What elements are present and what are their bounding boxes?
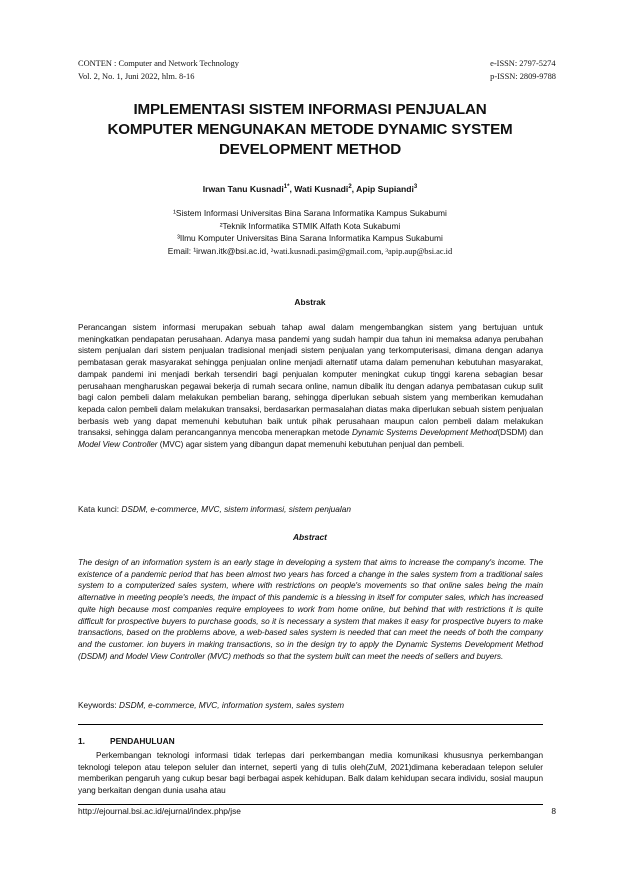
eissn: e-ISSN: 2797-5274 bbox=[490, 59, 556, 68]
footer-divider bbox=[78, 804, 543, 805]
section-divider bbox=[78, 724, 543, 725]
keywords-text: DSDM, e-commerce, MVC, information system, sales system bbox=[119, 700, 345, 710]
author-name: , Wati Kusnadi bbox=[289, 184, 349, 194]
footer-url[interactable]: http://ejournal.bsi.ac.id/ejurnal/index.php/jse bbox=[78, 806, 241, 816]
author-list bbox=[0, 184, 620, 194]
abstrak-text: (DSDM) dan bbox=[497, 428, 543, 438]
abstract-heading: Abstract bbox=[293, 532, 327, 542]
affiliations bbox=[0, 207, 620, 258]
author-mark: 3 bbox=[413, 184, 418, 191]
keywords bbox=[78, 700, 548, 710]
email-label: Email: bbox=[167, 245, 194, 256]
email-link[interactable]: ³apip.aup@bsi.ac.id bbox=[385, 246, 453, 256]
abstrak-text: (MVC) agar sistem yang dibangun dapat memenuhi kebutuhan penjual dan pembeli. bbox=[157, 440, 465, 450]
kata-kunci-label: Kata kunci: bbox=[78, 504, 122, 514]
abstrak-heading: Abstrak bbox=[294, 297, 326, 307]
journal-name: CONTEN : Computer and Network Technology bbox=[78, 59, 239, 68]
section-number: 1. bbox=[78, 736, 85, 746]
title-line: KOMPUTER MENGUNAKAN METODE DYNAMIC SYSTEM bbox=[107, 121, 513, 138]
abstrak-text-italic: Model View Controller bbox=[78, 440, 158, 450]
author-name: , Apip Supiandi bbox=[351, 184, 414, 194]
journal-volume: Vol. 2, No. 1, Juni 2022, hlm. 8-16 bbox=[78, 72, 195, 81]
section-heading bbox=[78, 736, 175, 746]
abstrak-text: Perancangan sistem informasi merupakan sebuah tahap awal dalam mengembangkan sistem yang bertujuan untuk meningkatkan pendapatan perusahaan. Adanya masa pandemi yang sudah hampir dua tahun ini memaksa adanya perubahan sistem penjualan dari sistem penjualan tradisional menjadi sistem penjualan yang terkomputerisasi, dimana dengan adanya pembatasan gerak masyarakat sehingga penjualan online menjadi alternatif utama dalam pemenuhan kebutuhan masyarakat, dampak pandemi ini menjadi berkah tersendiri bagi penjualan komputer meningkat cukup tinggi karena sebagian besar perusahaan mengharuskan pegawai bekerja di rumah secara online, namun dibalik itu dengan adanya pembatasan cukup sulit bagi calon pembeli dalam melakukan pembelian barang, sehingga diperlukan sebuah sistem yang memberikan kemudahan kepada calon pembeli dalam melakukan transaksi, berdasarkan permasalahan diatas maka diperlukan sebuah sistem penjualan berbasis web yang dapat memenuhi kebutuhan baik untuk pihak perusahaan maupun calon pembeli dalam melakukan transaksi, sehingga dalam perancangannya mencoba menerapkan metode bbox=[78, 323, 543, 438]
affiliation: ¹Sistem Informasi Universitas Bina Sarana Informatika Kampus Sukabumi bbox=[173, 208, 447, 218]
pissn: p-ISSN: 2809-9788 bbox=[490, 72, 556, 81]
email-link[interactable]: ¹irwan.itk@bsi.ac.id, bbox=[193, 245, 271, 256]
abstrak-body bbox=[78, 322, 543, 451]
paper-title bbox=[60, 100, 560, 160]
title-line: DEVELOPMENT METHOD bbox=[218, 141, 402, 158]
email-link[interactable]: ²wati.kusnadi.pasim@gmail.com, bbox=[270, 246, 386, 256]
section-title: PENDAHULUAN bbox=[110, 736, 175, 746]
page-number: 8 bbox=[551, 806, 556, 816]
journal-header-left bbox=[78, 57, 239, 83]
affiliation: ³Ilmu Komputer Universitas Bina Sarana Informatika Kampus Sukabumi bbox=[177, 233, 443, 243]
journal-header-right bbox=[490, 57, 556, 83]
abstrak-text-italic: Dynamic Systems Development Method bbox=[351, 428, 498, 438]
affiliation: ²Teknik Informatika STMIK Alfath Kota Sukabumi bbox=[219, 220, 401, 231]
kata-kunci bbox=[78, 504, 548, 514]
abstract-body: The design of an information system is an early stage in developing a system that aims to increase the company's income. The existence of a pandemic period that has been almost two years has forced a change in the sales system from a traditional sales system to a computerized sales system, where with restrictions on people's movements so that online sales being the main alternative in meeting people's needs, the impact of this pandemic is a blessing in itself for computer sales, which has increased quite high because most companies require employees to work from home online, but behind that with restrictions it is quite difficult for prospective buyers to purchase goods, so it is necessary a system that makes it easy for prospective buyers to make transactions, based on the problems above, a web-based sales system is needed that can meet the needs of both the company and the customer. ion buyers in making transactions, so in the design try to apply the Dynamic Systems Development Method (DSDM) and Model View Controller (MVC) methods so that the system built can meet the needs of sellers and buyers. bbox=[78, 558, 543, 661]
author-name: Irwan Tanu Kusnadi bbox=[202, 184, 284, 194]
author-mark: 2 bbox=[348, 184, 352, 191]
author-mark: 1* bbox=[283, 184, 290, 191]
keywords-label: Keywords: bbox=[78, 700, 120, 710]
section-body: Perkembangan teknologi informasi tidak terlepas dari perkembangan media komunikasi khususnya perkembangan teknologi telepon atau telepon seluler dan internet, seperti yang di tulis oleh(ZuM, 2021)dimana keberadaan telepon seluler memberikan pengaruh yang cukup besar bagi berbagai aspek kehidupan. Balk dalam kehidupan secara individu, sosial maupun yang berkaitan dengan dunia usaha atau bbox=[78, 751, 543, 796]
email-line bbox=[0, 245, 620, 259]
kata-kunci-text: DSDM, e-commerce, MVC, sistem informasi, sistem penjualan bbox=[121, 504, 351, 514]
title-line: IMPLEMENTASI SISTEM INFORMASI PENJUALAN bbox=[133, 101, 487, 118]
